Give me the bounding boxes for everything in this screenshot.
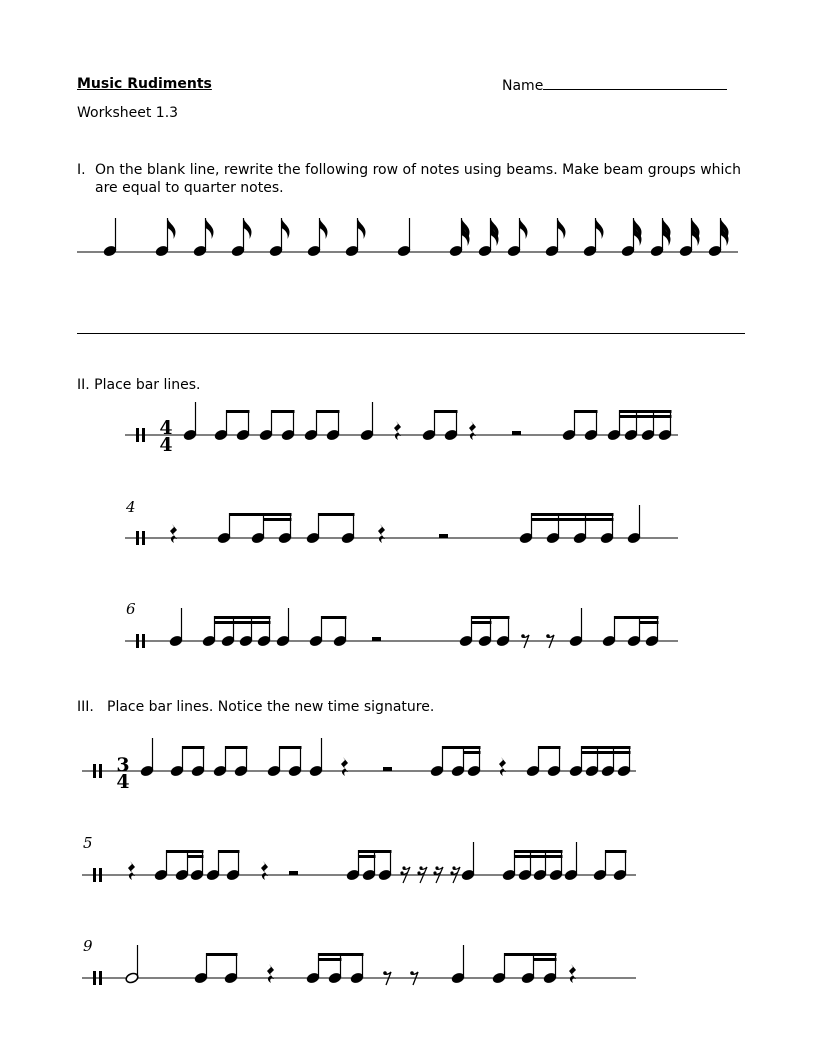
sixteenth-note: [679, 218, 700, 257]
beamed-note-group: [607, 410, 672, 441]
quarter-note: [461, 842, 475, 881]
time-signature-top: 4: [159, 417, 173, 439]
eighth-note: [507, 218, 528, 257]
beamed-note-group: [519, 513, 614, 544]
beamed-note-group: [459, 616, 510, 647]
quarter-note: [183, 402, 197, 441]
half-rest: [383, 767, 392, 771]
half-note: [125, 945, 139, 984]
half-rest: [289, 871, 298, 875]
beamed-note-group: [526, 746, 561, 777]
measure-number: 9: [83, 937, 93, 955]
section-2-instruction: II. Place bar lines.: [77, 377, 201, 393]
sixteenth-note: [478, 218, 499, 257]
quarter-note: [169, 608, 183, 647]
measure-number: 5: [83, 834, 93, 852]
beamed-note-group: [309, 616, 347, 647]
beamed-note-group: [213, 746, 248, 777]
section-1-note-row: [77, 218, 738, 257]
beamed-note-group: [214, 410, 250, 441]
beamed-note-group: [562, 410, 598, 441]
quarter-rest: [261, 861, 268, 880]
section-1-text: On the blank line, rewrite the following row of notes using beams. Make beam groups which are equal to quarter notes.: [95, 162, 741, 196]
name-label: Name: [502, 78, 544, 94]
sixteenth-note: [650, 218, 671, 257]
beamed-note-group: [206, 850, 240, 881]
eighth-note: [193, 218, 214, 257]
quarter-rest: [394, 421, 401, 440]
section-2-system-2: [125, 498, 678, 545]
quarter-rest: [128, 861, 135, 880]
beamed-note-group: [492, 953, 557, 984]
sixteenth-note: [708, 218, 729, 257]
beamed-note-group: [502, 850, 563, 881]
eighth-note: [231, 218, 252, 257]
beamed-note-group: [593, 850, 627, 881]
beamed-note-group: [422, 410, 458, 441]
quarter-rest: [569, 964, 576, 983]
beamed-note-group: [306, 513, 355, 544]
beamed-note-group: [430, 746, 481, 777]
section-2-system-1: [125, 402, 678, 456]
beamed-note-group: [569, 746, 631, 777]
quarter-rest: [267, 964, 274, 983]
section-3-instruction: Place bar lines. Notice the new time signature.: [107, 699, 435, 715]
quarter-note: [627, 505, 641, 544]
worksheet-title: Music Rudiments: [77, 76, 212, 92]
quarter-note: [309, 738, 323, 777]
sixteenth-note: [621, 218, 642, 257]
beamed-note-group: [602, 616, 659, 647]
beamed-note-group: [346, 850, 392, 881]
quarter-note: [360, 402, 374, 441]
beamed-note-group: [304, 410, 340, 441]
quarter-rest: [341, 757, 348, 776]
beamed-note-group: [194, 953, 238, 984]
quarter-note: [564, 842, 578, 881]
time-signature-bottom: 4: [159, 434, 173, 456]
beamed-note-group: [154, 850, 204, 881]
worksheet-number: Worksheet 1.3: [77, 105, 179, 121]
eighth-note: [155, 218, 176, 257]
eighth-note: [345, 218, 366, 257]
beamed-note-group: [170, 746, 205, 777]
beamed-note-group: [217, 513, 292, 544]
beamed-note-group: [267, 746, 302, 777]
eighth-note: [307, 218, 328, 257]
quarter-rest: [170, 524, 177, 543]
measure-number: 6: [126, 600, 136, 618]
quarter-rest: [499, 757, 506, 776]
time-signature-bottom: 4: [116, 771, 130, 793]
quarter-note: [103, 218, 117, 257]
section-3-system-3: [82, 937, 636, 985]
section-3-system-1: [82, 738, 636, 793]
quarter-rest: [469, 421, 476, 440]
half-rest: [512, 431, 521, 435]
beamed-note-group: [259, 410, 295, 441]
eighth-note: [583, 218, 604, 257]
section-3-system-2: [82, 834, 636, 883]
quarter-note: [276, 608, 290, 647]
quarter-note: [569, 608, 583, 647]
section-2-system-3: [125, 600, 678, 648]
quarter-note: [140, 738, 154, 777]
time-signature-top: 3: [116, 754, 130, 776]
measure-number: 4: [126, 498, 136, 516]
sixteenth-note: [449, 218, 470, 257]
section-1-number: I.: [77, 162, 86, 178]
quarter-note: [451, 945, 465, 984]
half-rest: [439, 534, 448, 538]
quarter-rest: [378, 524, 385, 543]
beamed-note-group: [202, 616, 271, 647]
beamed-note-group: [306, 953, 364, 984]
eighth-note: [545, 218, 566, 257]
half-rest: [372, 637, 381, 641]
quarter-note: [397, 218, 411, 257]
eighth-note: [269, 218, 290, 257]
section-3-number: III.: [77, 699, 94, 715]
